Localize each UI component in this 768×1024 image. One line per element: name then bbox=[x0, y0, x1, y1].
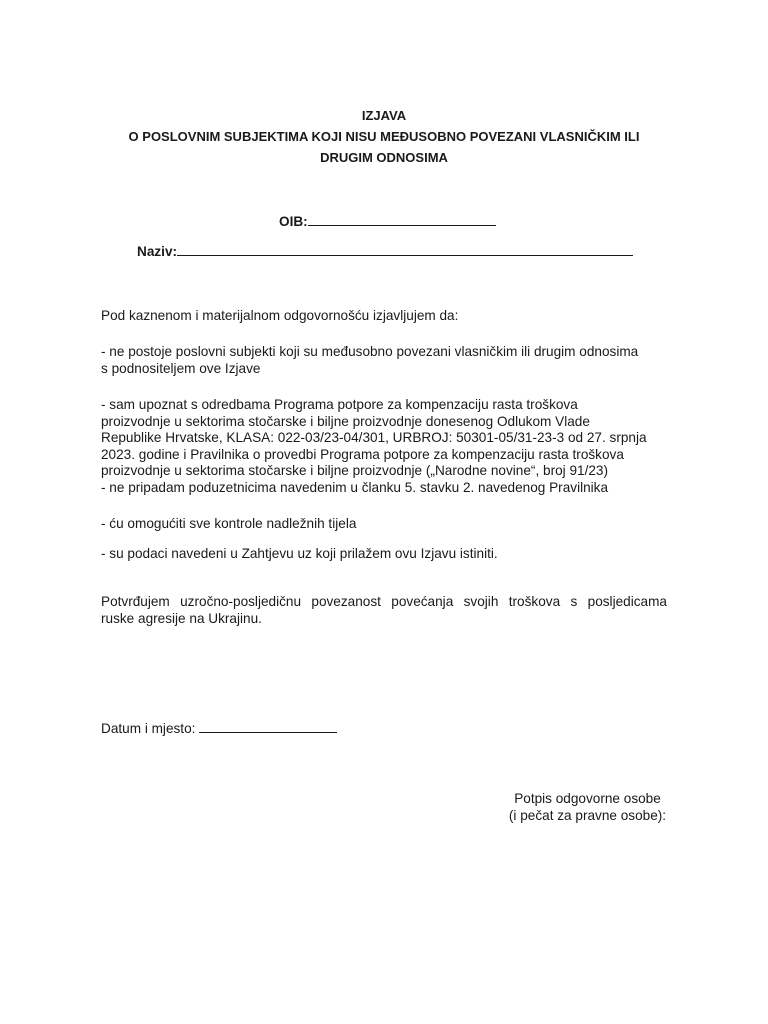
statement-item-4 bbox=[101, 546, 667, 563]
item2-line3: Republike Hrvatske, KLASA: 022-03/23-04/301, URBROJ: 50301-05/31-23-3 od 27. srpnja bbox=[101, 430, 647, 445]
oib-blank-line[interactable] bbox=[308, 212, 496, 226]
title-line-1: IZJAVA bbox=[361, 108, 407, 123]
signature-block bbox=[500, 790, 675, 824]
item1-line2: s podnositeljem ove Izjave bbox=[101, 360, 261, 376]
confirm-word: svojih bbox=[463, 594, 499, 609]
naziv-blank-line[interactable] bbox=[177, 242, 633, 256]
statement-item-2 bbox=[101, 397, 667, 496]
confirm-word: s bbox=[570, 594, 578, 609]
item1-line1: - ne postoje poslovni subjekti koji su međusobno povezani vlasničkim ili drugim odnosima bbox=[101, 344, 639, 359]
item2-line5: proizvodnje u sektorima stočarske i biljne proizvodnje („Narodne novine“, broj 91/23) bbox=[101, 463, 608, 478]
intro-paragraph bbox=[101, 308, 667, 325]
confirm-word: povećanja bbox=[391, 594, 454, 609]
confirmation-line-1 bbox=[101, 594, 667, 611]
naziv-field bbox=[137, 242, 633, 259]
confirm-word: posljedicama bbox=[587, 594, 667, 609]
statement-item-3 bbox=[101, 516, 667, 533]
item2-line6: - ne pripadam poduzetnicima navedenim u članku 5. stavku 2. navedenog Pravilnika bbox=[101, 479, 609, 495]
date-label: Datum i mjesto: bbox=[101, 721, 196, 736]
item4-text: - su podaci navedeni u Zahtjevu uz koji prilažem ovu Izjavu istiniti. bbox=[101, 546, 498, 561]
item2-line1: - sam upoznat s odredbama Programa potpore za kompenzaciju rasta troškova bbox=[101, 397, 578, 412]
confirmation-paragraph bbox=[101, 594, 667, 627]
title-line-2: O POSLOVNIM SUBJEKTIMA KOJI NISU MEĐUSOBNO POVEZANI VLASNIČKIM ILI bbox=[128, 129, 640, 144]
confirm-word: Potvrđujem bbox=[101, 594, 170, 609]
oib-field bbox=[279, 212, 496, 229]
item2-line2: proizvodnje u sektorima stočarske i biljne proizvodnje donesenog Odlukom Vlade bbox=[101, 413, 590, 429]
item3-text: - ću omogućiti sve kontrole nadležnih tijela bbox=[101, 516, 357, 531]
title-line-3: DRUGIM ODNOSIMA bbox=[320, 150, 448, 165]
signature-line-1: Potpis odgovorne osobe bbox=[514, 791, 661, 806]
naziv-label: Naziv: bbox=[137, 244, 178, 259]
intro-text: Pod kaznenom i materijalnom odgovornošću izjavljujem da: bbox=[101, 308, 459, 323]
confirm-word: troškova bbox=[508, 594, 561, 609]
item2-line4: 2023. godine i Pravilnika o provedbi Programa potpore za kompenzaciju rasta troškova bbox=[101, 446, 624, 462]
confirmation-line-2: ruske agresije na Ukrajinu. bbox=[101, 610, 262, 626]
document-title bbox=[100, 105, 668, 168]
date-blank-line[interactable] bbox=[199, 719, 337, 733]
statement-item-1 bbox=[101, 344, 667, 377]
signature-line-2: (i pečat za pravne osobe): bbox=[508, 808, 667, 823]
confirm-word: povezanost bbox=[311, 594, 381, 609]
oib-label: OIB: bbox=[279, 214, 308, 229]
confirm-word: uzročno-posljedičnu bbox=[180, 594, 302, 609]
date-place-field bbox=[101, 719, 667, 738]
